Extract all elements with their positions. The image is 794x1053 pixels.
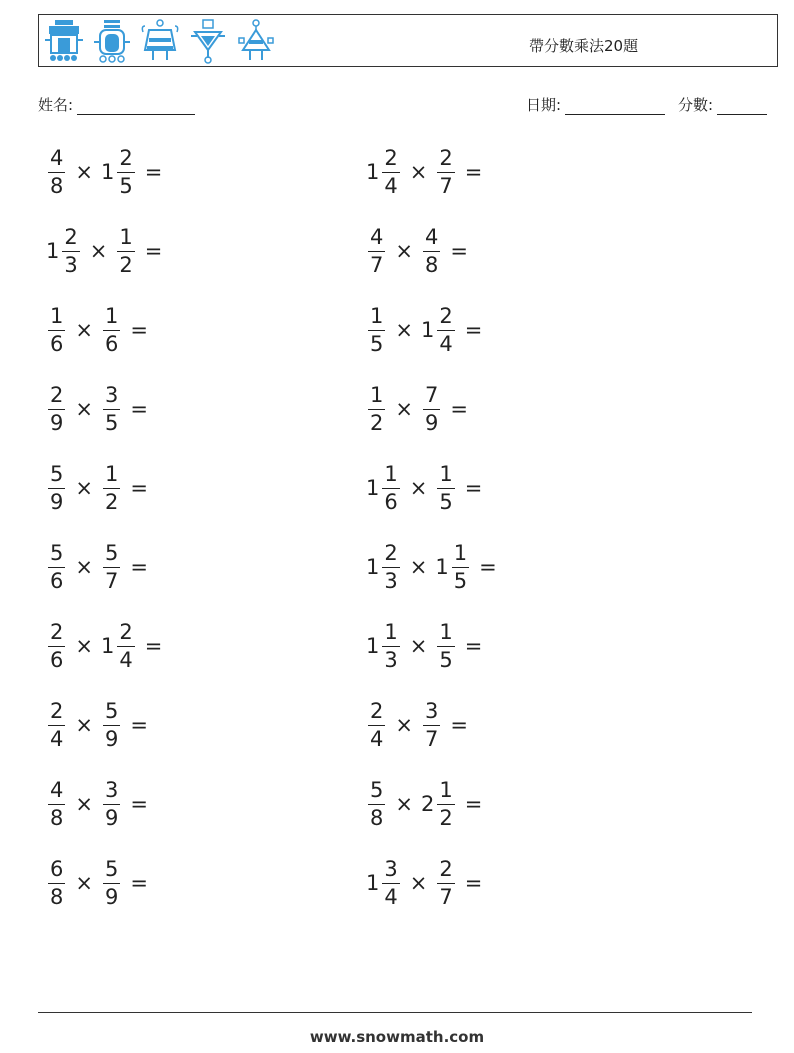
equals-sign: =	[144, 239, 163, 263]
second-operand-denominator: 9	[104, 805, 119, 830]
equals-sign: =	[130, 555, 148, 579]
first-operand-fraction	[368, 382, 385, 435]
multiply-sign: ×	[409, 555, 428, 579]
second-operand-fraction	[423, 224, 440, 277]
date-label: 日期:	[526, 96, 562, 114]
right-problem-6	[366, 537, 497, 597]
first-operand-numerator: 1	[50, 303, 64, 328]
equals-sign: =	[464, 318, 483, 342]
first-operand-denominator: 8	[370, 805, 384, 830]
second-operand-whole: 2	[420, 792, 435, 816]
second-operand-fraction	[103, 698, 120, 751]
second-operand-fraction	[452, 540, 469, 593]
second-operand-fraction	[103, 461, 120, 514]
equals-sign: =	[450, 239, 468, 263]
second-operand-denominator: 4	[119, 647, 133, 672]
second-operand-numerator: 2	[119, 145, 133, 170]
name-label: 姓名:	[38, 96, 74, 114]
left-problem-4	[46, 379, 148, 439]
second-operand-numerator: 1	[439, 777, 453, 802]
first-operand-fraction	[382, 540, 399, 593]
first-operand-denominator: 3	[384, 568, 398, 593]
multiply-sign: ×	[75, 318, 93, 342]
second-operand-denominator: 5	[119, 173, 133, 198]
right-problem-10	[366, 853, 482, 913]
first-operand-fraction	[48, 145, 65, 198]
first-operand-numerator: 2	[50, 698, 64, 723]
second-operand-fraction	[103, 777, 120, 830]
second-operand-denominator: 9	[104, 884, 119, 909]
first-operand-denominator: 8	[50, 173, 64, 198]
second-operand-numerator: 5	[104, 540, 119, 565]
second-operand-fraction	[117, 145, 134, 198]
second-operand-numerator: 3	[104, 382, 119, 407]
second-operand-denominator: 5	[439, 647, 453, 672]
first-operand-fraction	[382, 461, 399, 514]
second-operand-numerator: 5	[104, 856, 119, 881]
second-operand-fraction	[117, 619, 134, 672]
first-operand-denominator: 4	[370, 726, 384, 751]
second-operand-numerator: 1	[104, 303, 119, 328]
second-operand-numerator: 1	[453, 540, 468, 565]
first-operand-whole: 1	[366, 476, 380, 500]
multiply-sign: ×	[395, 713, 413, 737]
second-operand-denominator: 7	[104, 568, 119, 593]
first-operand-fraction	[382, 619, 399, 672]
second-operand-whole: 1	[420, 318, 435, 342]
header-box	[38, 14, 778, 67]
first-operand-fraction	[48, 619, 65, 672]
first-operand-whole: 1	[366, 555, 380, 579]
first-operand-numerator: 1	[370, 382, 384, 407]
first-operand-fraction	[48, 777, 65, 830]
right-problem-5	[366, 458, 482, 518]
first-operand-fraction	[48, 303, 65, 356]
first-operand-numerator: 2	[64, 224, 78, 249]
second-operand-denominator: 7	[439, 173, 453, 198]
equals-sign: =	[130, 318, 148, 342]
first-operand-denominator: 9	[50, 489, 64, 514]
second-operand-denominator: 8	[424, 252, 439, 277]
second-operand-numerator: 1	[439, 461, 453, 486]
first-operand-denominator: 6	[50, 647, 64, 672]
multiply-sign: ×	[409, 476, 428, 500]
second-operand-whole: 1	[100, 634, 115, 658]
first-operand-fraction	[382, 145, 399, 198]
first-operand-fraction	[368, 303, 385, 356]
left-problem-8	[46, 695, 148, 755]
right-problem-7	[366, 616, 482, 676]
right-problem-2	[366, 221, 468, 281]
first-operand-numerator: 2	[370, 698, 384, 723]
score-blank[interactable]	[717, 98, 767, 115]
multiply-sign: ×	[75, 555, 93, 579]
first-operand-fraction	[62, 224, 79, 277]
first-operand-denominator: 8	[50, 884, 64, 909]
score-label: 分數:	[678, 96, 714, 114]
second-operand-whole: 1	[435, 555, 449, 579]
first-operand-numerator: 5	[50, 540, 64, 565]
multiply-sign: ×	[409, 160, 428, 184]
second-operand-numerator: 2	[119, 619, 133, 644]
second-operand-denominator: 2	[439, 805, 453, 830]
footer-divider	[38, 1012, 752, 1013]
multiply-sign: ×	[75, 634, 93, 658]
multiply-sign: ×	[75, 160, 93, 184]
first-operand-fraction	[48, 698, 65, 751]
equals-sign: =	[464, 160, 483, 184]
second-operand-numerator: 1	[439, 619, 453, 644]
left-problem-7	[46, 616, 162, 676]
multiply-sign: ×	[409, 634, 428, 658]
multiply-sign: ×	[89, 239, 108, 263]
first-operand-denominator: 4	[384, 884, 398, 909]
second-operand-denominator: 5	[439, 489, 453, 514]
equals-sign: =	[130, 397, 148, 421]
first-operand-fraction	[48, 382, 65, 435]
multiply-sign: ×	[75, 397, 93, 421]
multiply-sign: ×	[75, 713, 93, 737]
equals-sign: =	[130, 871, 148, 895]
first-operand-numerator: 4	[50, 145, 64, 170]
equals-sign: =	[450, 713, 468, 737]
first-operand-denominator: 2	[370, 410, 384, 435]
first-operand-denominator: 3	[64, 252, 78, 277]
name-field	[38, 94, 195, 115]
second-operand-denominator: 5	[104, 410, 119, 435]
first-operand-fraction	[48, 461, 65, 514]
first-operand-numerator: 2	[50, 382, 64, 407]
second-operand-numerator: 2	[439, 145, 453, 170]
left-problem-1	[46, 142, 162, 202]
first-operand-numerator: 4	[370, 224, 384, 249]
multiply-sign: ×	[395, 318, 413, 342]
second-operand-fraction	[437, 303, 454, 356]
first-operand-fraction	[368, 224, 385, 277]
first-operand-numerator: 3	[384, 856, 398, 881]
first-operand-numerator: 5	[50, 461, 64, 486]
name-blank[interactable]	[77, 98, 195, 115]
second-operand-numerator: 4	[424, 224, 439, 249]
second-operand-fraction	[103, 540, 120, 593]
date-blank[interactable]	[565, 98, 665, 115]
second-operand-denominator: 7	[439, 884, 453, 909]
first-operand-numerator: 4	[50, 777, 64, 802]
right-problem-3	[366, 300, 482, 360]
equals-sign: =	[130, 713, 148, 737]
left-problem-9	[46, 774, 148, 834]
first-operand-denominator: 4	[384, 173, 398, 198]
second-operand-numerator: 2	[439, 856, 453, 881]
equals-sign: =	[479, 555, 497, 579]
second-operand-fraction	[103, 382, 120, 435]
left-problem-10	[46, 853, 148, 913]
score-field	[678, 94, 767, 115]
second-operand-fraction	[437, 145, 454, 198]
second-operand-denominator: 7	[424, 726, 439, 751]
second-operand-fraction	[103, 303, 120, 356]
second-operand-fraction	[437, 856, 454, 909]
first-operand-numerator: 6	[50, 856, 64, 881]
left-problem-6	[46, 537, 148, 597]
second-operand-fraction	[437, 461, 454, 514]
second-operand-fraction	[423, 698, 440, 751]
second-operand-fraction	[437, 777, 454, 830]
first-operand-denominator: 8	[50, 805, 64, 830]
first-operand-numerator: 2	[384, 145, 398, 170]
equals-sign: =	[464, 792, 483, 816]
first-operand-denominator: 3	[384, 647, 398, 672]
second-operand-denominator: 4	[439, 331, 453, 356]
left-problem-3	[46, 300, 148, 360]
multiply-sign: ×	[395, 397, 413, 421]
multiply-sign: ×	[75, 476, 93, 500]
first-operand-fraction	[382, 856, 399, 909]
robot-icon-5	[235, 18, 277, 64]
first-operand-denominator: 9	[50, 410, 64, 435]
robot-icon-1	[43, 18, 85, 64]
first-operand-whole: 1	[366, 160, 380, 184]
second-operand-fraction	[117, 224, 134, 277]
equals-sign: =	[464, 476, 483, 500]
first-operand-denominator: 7	[370, 252, 384, 277]
first-operand-numerator: 2	[50, 619, 64, 644]
first-operand-fraction	[48, 856, 65, 909]
equals-sign: =	[144, 160, 163, 184]
equals-sign: =	[144, 634, 163, 658]
first-operand-fraction	[368, 698, 385, 751]
second-operand-numerator: 3	[424, 698, 439, 723]
second-operand-denominator: 2	[104, 489, 119, 514]
second-operand-numerator: 1	[119, 224, 133, 249]
first-operand-numerator: 1	[384, 461, 398, 486]
footer-url: www.snowmath.com	[309, 1028, 485, 1046]
multiply-sign: ×	[75, 792, 93, 816]
robot-icon-4	[187, 18, 229, 64]
second-operand-denominator: 9	[104, 726, 119, 751]
first-operand-numerator: 5	[370, 777, 384, 802]
first-operand-whole: 1	[366, 871, 380, 895]
right-problem-1	[366, 142, 482, 202]
first-operand-denominator: 6	[384, 489, 398, 514]
second-operand-numerator: 7	[424, 382, 439, 407]
left-problem-5	[46, 458, 148, 518]
second-operand-numerator: 1	[104, 461, 119, 486]
second-operand-denominator: 2	[119, 252, 133, 277]
second-operand-numerator: 5	[104, 698, 119, 723]
robot-icon-3	[139, 18, 181, 64]
second-operand-denominator: 5	[453, 568, 468, 593]
second-operand-numerator: 2	[439, 303, 453, 328]
equals-sign: =	[450, 397, 468, 421]
equals-sign: =	[130, 476, 148, 500]
first-operand-denominator: 4	[50, 726, 64, 751]
second-operand-numerator: 3	[104, 777, 119, 802]
second-operand-fraction	[423, 382, 440, 435]
right-problem-4	[366, 379, 468, 439]
right-problem-9	[366, 774, 482, 834]
first-operand-whole: 1	[366, 634, 380, 658]
first-operand-denominator: 6	[50, 568, 64, 593]
first-operand-denominator: 6	[50, 331, 64, 356]
first-operand-fraction	[368, 777, 385, 830]
first-operand-denominator: 5	[370, 331, 384, 356]
multiply-sign: ×	[395, 792, 413, 816]
right-problem-8	[366, 695, 468, 755]
second-operand-denominator: 6	[104, 331, 119, 356]
first-operand-whole: 1	[46, 239, 60, 263]
multiply-sign: ×	[395, 239, 413, 263]
worksheet-title: 帶分數乘法20題	[529, 37, 639, 55]
second-operand-denominator: 9	[424, 410, 439, 435]
second-operand-fraction	[103, 856, 120, 909]
robot-icon-2	[91, 18, 133, 64]
equals-sign: =	[130, 792, 148, 816]
first-operand-numerator: 1	[370, 303, 384, 328]
first-operand-numerator: 1	[384, 619, 398, 644]
first-operand-fraction	[48, 540, 65, 593]
first-operand-numerator: 2	[384, 540, 398, 565]
robot-icons	[43, 17, 277, 65]
date-field	[526, 94, 665, 115]
equals-sign: =	[464, 634, 483, 658]
second-operand-fraction	[437, 619, 454, 672]
second-operand-whole: 1	[100, 160, 115, 184]
multiply-sign: ×	[75, 871, 93, 895]
equals-sign: =	[464, 871, 483, 895]
multiply-sign: ×	[409, 871, 428, 895]
left-problem-2	[46, 221, 162, 281]
